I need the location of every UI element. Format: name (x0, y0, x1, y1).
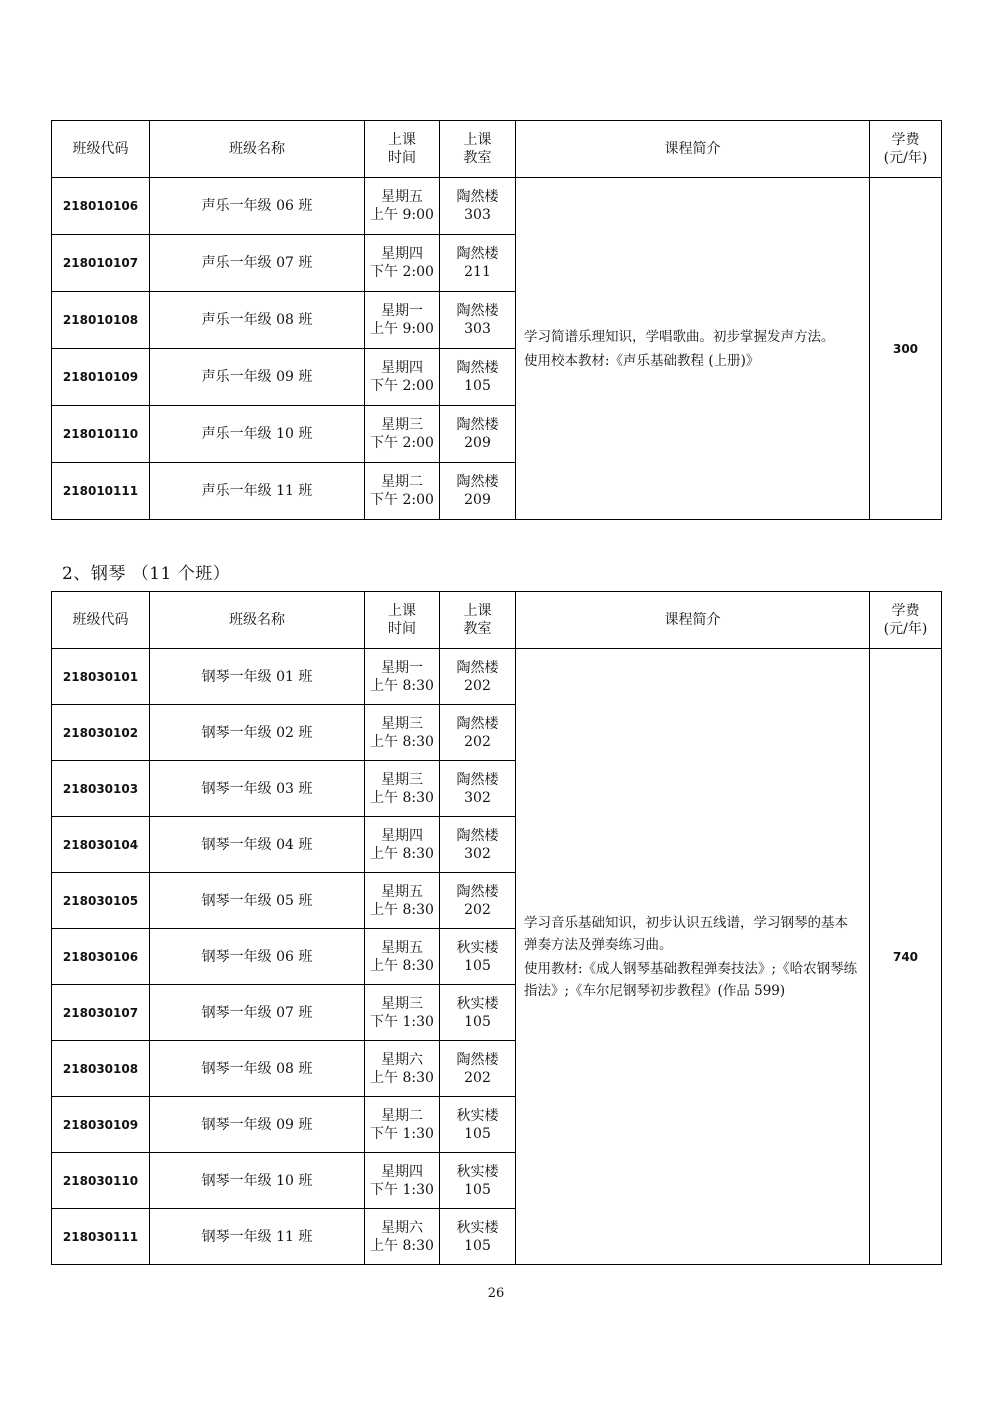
class-room: 秋实楼 105 (440, 1209, 516, 1265)
course-description: 学习简谱乐理知识，学唱歌曲。初步掌握发声方法。 使用校本教材:《声乐基础教程 (上册)》 (516, 178, 870, 520)
class-room: 陶然楼 302 (440, 761, 516, 817)
header-name: 班级名称 (150, 592, 365, 649)
class-name: 声乐一年级 10 班 (150, 406, 365, 463)
header-time: 上课 时间 (365, 592, 440, 649)
class-room: 陶然楼 202 (440, 873, 516, 929)
class-time: 星期一 上午 8:30 (365, 649, 440, 705)
class-room: 陶然楼 202 (440, 705, 516, 761)
class-code: 218030111 (52, 1209, 150, 1265)
class-code: 218030107 (52, 985, 150, 1041)
class-code: 218030105 (52, 873, 150, 929)
class-name: 钢琴一年级 09 班 (150, 1097, 365, 1153)
class-code: 218010108 (52, 292, 150, 349)
tuition-fee: 300 (870, 178, 942, 520)
class-time: 星期五 上午 8:30 (365, 929, 440, 985)
class-code: 218030109 (52, 1097, 150, 1153)
class-time: 星期四 下午 2:00 (365, 349, 440, 406)
class-time: 星期四 上午 8:30 (365, 817, 440, 873)
class-room: 陶然楼 209 (440, 406, 516, 463)
class-name: 声乐一年级 06 班 (150, 178, 365, 235)
class-time: 星期三 下午 1:30 (365, 985, 440, 1041)
header-fee: 学费 (元/年) (870, 121, 942, 178)
class-code: 218010106 (52, 178, 150, 235)
class-name: 钢琴一年级 01 班 (150, 649, 365, 705)
class-room: 陶然楼 202 (440, 649, 516, 705)
class-room: 秋实楼 105 (440, 929, 516, 985)
class-time: 星期三 上午 8:30 (365, 705, 440, 761)
class-code: 218030106 (52, 929, 150, 985)
class-room: 陶然楼 303 (440, 178, 516, 235)
header-desc: 课程简介 (516, 121, 870, 178)
class-code: 218010107 (52, 235, 150, 292)
header-code: 班级代码 (52, 592, 150, 649)
class-name: 钢琴一年级 06 班 (150, 929, 365, 985)
class-name: 声乐一年级 09 班 (150, 349, 365, 406)
class-time: 星期四 下午 1:30 (365, 1153, 440, 1209)
class-time: 星期二 下午 2:00 (365, 463, 440, 520)
class-code: 218030104 (52, 817, 150, 873)
class-time: 星期三 上午 8:30 (365, 761, 440, 817)
header-fee: 学费 (元/年) (870, 592, 942, 649)
class-name: 钢琴一年级 04 班 (150, 817, 365, 873)
header-time: 上课 时间 (365, 121, 440, 178)
piano-class-table (51, 591, 942, 1265)
table-header-row (52, 121, 942, 178)
class-name: 声乐一年级 07 班 (150, 235, 365, 292)
class-room: 秋实楼 105 (440, 1153, 516, 1209)
class-code: 218030102 (52, 705, 150, 761)
class-name: 钢琴一年级 11 班 (150, 1209, 365, 1265)
class-room: 陶然楼 303 (440, 292, 516, 349)
table-header-row (52, 592, 942, 649)
class-room: 陶然楼 105 (440, 349, 516, 406)
class-name: 钢琴一年级 03 班 (150, 761, 365, 817)
class-code: 218030101 (52, 649, 150, 705)
class-time: 星期六 上午 8:30 (365, 1041, 440, 1097)
class-room: 秋实楼 105 (440, 985, 516, 1041)
class-room: 陶然楼 202 (440, 1041, 516, 1097)
page-number: 26 (487, 1286, 505, 1301)
class-code: 218030103 (52, 761, 150, 817)
table-row (52, 649, 942, 705)
class-room: 陶然楼 211 (440, 235, 516, 292)
class-name: 声乐一年级 08 班 (150, 292, 365, 349)
class-name: 钢琴一年级 10 班 (150, 1153, 365, 1209)
course-description: 学习音乐基础知识，初步认识五线谱，学习钢琴的基本弹奏方法及弹奏练习曲。 使用教材:《成人钢琴基础教程弹奏技法》;《哈农钢琴练指法》;《车尔尼钢琴初步教程》(作品 599) (516, 649, 870, 1265)
tuition-fee: 740 (870, 649, 942, 1265)
class-time: 星期五 上午 9:00 (365, 178, 440, 235)
class-code: 218010110 (52, 406, 150, 463)
class-time: 星期二 下午 1:30 (365, 1097, 440, 1153)
class-name: 钢琴一年级 05 班 (150, 873, 365, 929)
class-time: 星期一 上午 9:00 (365, 292, 440, 349)
class-room: 陶然楼 209 (440, 463, 516, 520)
class-code: 218030108 (52, 1041, 150, 1097)
header-code: 班级代码 (52, 121, 150, 178)
table-row (52, 178, 942, 235)
class-code: 218030110 (52, 1153, 150, 1209)
class-name: 声乐一年级 11 班 (150, 463, 365, 520)
class-name: 钢琴一年级 07 班 (150, 985, 365, 1041)
class-name: 钢琴一年级 08 班 (150, 1041, 365, 1097)
class-time: 星期四 下午 2:00 (365, 235, 440, 292)
class-code: 218010111 (52, 463, 150, 520)
header-room: 上课 教室 (440, 121, 516, 178)
header-desc: 课程简介 (516, 592, 870, 649)
class-code: 218010109 (52, 349, 150, 406)
vocal-class-table (51, 120, 942, 520)
class-time: 星期五 上午 8:30 (365, 873, 440, 929)
section-title: 2、钢琴 （11 个班） (62, 564, 231, 584)
header-name: 班级名称 (150, 121, 365, 178)
class-room: 秋实楼 105 (440, 1097, 516, 1153)
class-time: 星期三 下午 2:00 (365, 406, 440, 463)
class-room: 陶然楼 302 (440, 817, 516, 873)
class-name: 钢琴一年级 02 班 (150, 705, 365, 761)
header-room: 上课 教室 (440, 592, 516, 649)
class-time: 星期六 上午 8:30 (365, 1209, 440, 1265)
